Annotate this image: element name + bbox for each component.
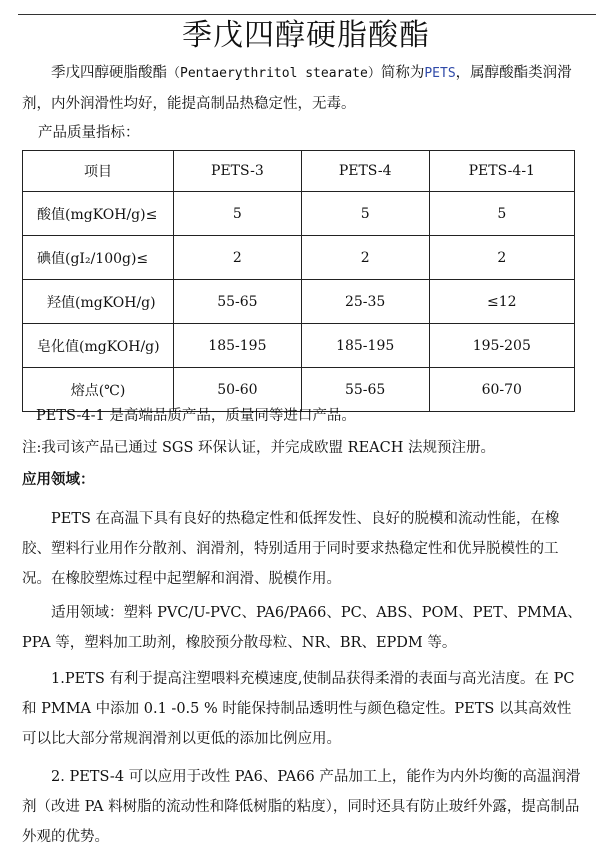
table-cell: 5 (301, 192, 429, 236)
table-cell: 2 (174, 236, 302, 280)
table-row (23, 236, 575, 280)
latin-name: （Pentaerythritol stearate） (167, 66, 381, 81)
quality-table (22, 150, 575, 412)
intro-desc-first: ，属醇酸酯 (455, 65, 529, 81)
table-cell: 195-205 (429, 324, 574, 368)
application-paragraph-4: 2. PETS-4 可以应用于改性 PA6、PA66 产品加工上，能作为内外均衡的高温润滑剂（改进 PA 料树脂的流动性和降低树脂的粘度），同时还具有防止玻纤外露，提高制品外观的优势。 (22, 769, 581, 845)
row-label: 碘值(gI₂/100g)≤ (23, 236, 174, 280)
page-title: 季戊四醇硬脂酸酯 (182, 18, 430, 53)
table-cell: 5 (429, 192, 574, 236)
table-header: PETS-4 (301, 151, 429, 192)
table-cell: 2 (301, 236, 429, 280)
product-name: 季戊四醇硬脂酸酯 (51, 65, 167, 81)
application-paragraph-1: PETS 在高温下具有良好的热稳定性和低挥发性、良好的脱模和流动性能，在橡胶、塑料行业用作分散剂、润滑剂，特别适用于同时要求热稳定性和优异脱模性的工况。在橡胶塑炼过程中起塑解和润滑、脱模作用。 (22, 511, 560, 587)
table-row (23, 280, 575, 324)
note-certification: 注:我司该产品已通过 SGS 环保认证，并完成欧盟 REACH 法规预注册。 (22, 440, 495, 456)
application-paragraph-2: 适用领域：塑料 PVC/U-PVC、PA6/PA66、PC、ABS、POM、PET、PMMA、PPA 等，塑料加工助剂，橡胶预分散母粒、NR、BR、EPDM 等。 (22, 605, 582, 651)
note-premium: PETS-4-1 是高端品质产品，质量同等进口产品。 (36, 408, 356, 424)
table-cell: 50-60 (174, 368, 302, 412)
intro-desc-rest: 类润滑剂，内外润滑性均好，能提高制品热稳定性，无毒。 (22, 65, 572, 112)
row-label: 羟值(mgKOH/g) (23, 280, 174, 324)
table-cell: 55-65 (301, 368, 429, 412)
table-row (23, 192, 575, 236)
table-cell: 185-195 (301, 324, 429, 368)
table-header-row (23, 151, 575, 192)
table-cell: 60-70 (429, 368, 574, 412)
row-label: 熔点(℃) (23, 368, 174, 412)
abbr-label: 简称为 (380, 65, 425, 81)
row-label: 皂化值(mgKOH/g) (23, 324, 174, 368)
table-row (23, 324, 575, 368)
table-cell: 2 (429, 236, 574, 280)
top-rule (18, 14, 596, 15)
table-header: PETS-4-1 (429, 151, 574, 192)
table-cell: 5 (174, 192, 302, 236)
table-cell: 185-195 (174, 324, 302, 368)
row-label: 酸值(mgKOH/g)≤ (23, 192, 174, 236)
quality-heading: 产品质量指标： (38, 125, 140, 141)
table-header: PETS-3 (174, 151, 302, 192)
table-header: 项目 (23, 151, 174, 192)
application-heading: 应用领域： (22, 472, 95, 488)
abbr-link: PETS (424, 66, 456, 81)
table-cell: 25-35 (301, 280, 429, 324)
intro-paragraph (22, 58, 582, 119)
application-paragraph-3: 1.PETS 有利于提高注塑喂料充模速度,使制品获得柔滑的表面与高光洁度。在 PC 和 PMMA 中添加 0.1 -0.5 % 时能保持制品透明性与颜色稳定性。PETS 以其高效性可以比大部分常规润滑剂以更低的添加比例应用。 (22, 671, 575, 747)
table-cell: 55-65 (174, 280, 302, 324)
table-cell: ≤12 (429, 280, 574, 324)
